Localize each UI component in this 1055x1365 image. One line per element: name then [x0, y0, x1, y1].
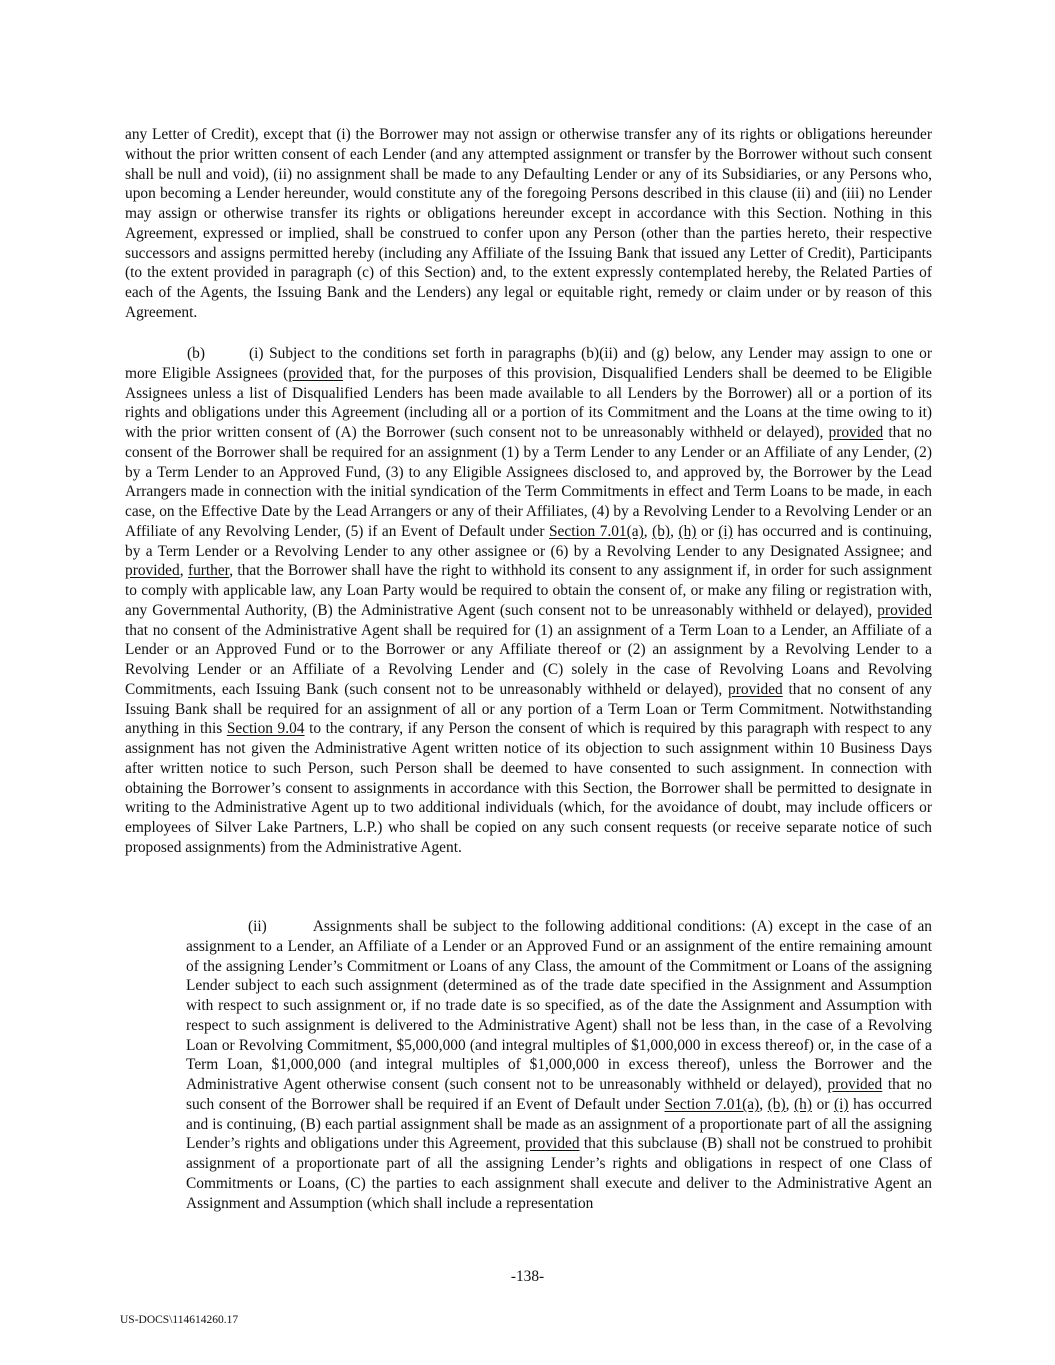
paragraph-label: (b) — [187, 345, 205, 362]
section-reference: (h) — [794, 1095, 812, 1113]
text-run: , — [670, 522, 679, 540]
paragraph-a-continuation — [125, 125, 932, 323]
text-run: that no such consent of the Borrower shall be required if an Event of Default under — [186, 1076, 932, 1113]
text-run: has occurred and is continuing, (B) each partial assignment shall be made as an assignment of a proportionate part of all the assigning Lender’s rights and obligations under this Agreement, — [186, 1095, 932, 1153]
subparagraph-label: (i) — [248, 345, 264, 362]
text-run: that, for the purposes of this provision, Disqualified Lenders shall be deemed to be Eligible Assignees unless a list of Disqualified Lenders has been made available to all Lenders by the Borrower) all or a portion of its rights and obligations under this Agreement (including all or a portion of its Commitment and the Loans at the time owing to it) with the prior written consent of (A) the Borrower (such consent not to be unreasonably withheld or delayed), — [125, 364, 932, 441]
text-run: to the contrary, if any Person the consent of which is required by this paragraph with respect to any assignment has not given the Administrative Agent written notice of its objection to such assignment within 10 Business Days after written notice to such Person, such Person shall be deemed to have consented to such assignment. In connection with obtaining the Borrower’s consent to assignments in accordance with this Section, the Borrower shall be permitted to designate in writing to the Administrative Agent up to two additional individuals (which, for the avoidance of doubt, may include officers or employees of Silver Lake Partners, L.P.) who shall be copied on any such consent requests (or receive separate notice of such proposed assignments) from the Administrative Agent. — [125, 720, 932, 856]
subparagraph-label: (ii) — [248, 918, 267, 935]
text-run: , — [759, 1095, 768, 1113]
page-number: -138- — [510, 1268, 545, 1285]
text-run: or — [696, 522, 719, 540]
section-reference: (i) — [718, 522, 733, 540]
text-run: that no consent of the Borrower shall be required for an assignment (1) by a Term Lender to any Lender or an Affiliate of any Lender, (2) by a Term Lender to an Approved Fund, (3) to any Eligible Assignees disclosed to, and approved by, the Borrower by the Lead Arrangers made in connection with the initial syndication of the Term Commitments in effect and Term Loans to be made, in each case, on the Effective Date by the Lead Arrangers or any of their Affiliates, (4) by a Revolving Lender to a Revolving Lender or an Affiliate of any Revolving Lender, (5) if an Event of Default under — [125, 424, 932, 540]
text-run: , that the Borrower shall have the right to withhold its consent to any assignment if, in order for such assignment to comply with applicable law, any Loan Party would be required to obtain the consent of, or make any filing or registration with, any Governmental Authority, (B) the Administrative Agent (such consent not to be unreasonably withheld or delayed), — [125, 562, 932, 619]
text-run: or — [812, 1095, 834, 1113]
paragraph-b-i — [125, 344, 932, 858]
section-reference: Section 7.01(a) — [549, 522, 644, 540]
document-id: US-DOCS\114614260.17 — [120, 1314, 239, 1326]
underlined-term: provided — [125, 562, 180, 580]
section-reference: (h) — [678, 522, 697, 540]
underlined-term: provided — [828, 424, 884, 441]
underlined-term: provided — [827, 1076, 883, 1093]
text-run: Assignments shall be subject to the following additional conditions: (A) except in the case of an assignment to a Lender, an Affiliate of a Lender or an Approved Fund or an assignment of the entire remaining amount of the assigning Lender’s Commitment or Loans of any Class, the amount of the Commitment or Loans of the assigning Lender subject to each such assignment (determined as of the trade date specified in the Assignment and Assumption with respect to such assignment or, if no trade date is so specified, as of the date the Assignment and Assumption with respect to such assignment is delivered to the Administrative Agent) shall not be less than, in the case of a Revolving Loan or Revolving Commitment, $5,000,000 (and integral multiples of $1,000,000 in excess thereof) or, in the case of a Term Loan, $1,000,000 (and integral multiples of $1,000,000 in excess thereof), unless the Borrower and the Administrative Agent otherwise consent (such consent not to be unreasonably withheld or delayed), — [186, 918, 932, 1093]
paragraph-text: any Letter of Credit), except that (i) the Borrower may not assign or otherwise transfer any of its rights or obligations hereunder without the prior written consent of each Lender (and any attempted assignment or transfer by the Borrower without such consent shall be null and void), (ii) no assignment shall be made to any Defaulting Lender or any of its Subsidiaries, or any Persons who, upon becoming a Lender hereunder, would constitute any of the foregoing Persons described in this clause (ii) and (iii) no Lender may assign or otherwise transfer its rights or obligations hereunder except in accordance with this Section. Nothing in this Agreement, expressed or implied, shall be construed to confer upon any Person (other than the parties hereto, their respective successors and assigns permitted hereby (including any Affiliate of the Issuing Bank that issued any Letter of Credit), Participants (to the extent provided in paragraph (c) of this Section) and, to the extent expressly contemplated hereby, the Related Parties of each of the Agents, the Issuing Bank and the Lenders) any legal or equitable right, remedy or claim under or by reason of this Agreement. — [125, 126, 932, 321]
text-run: that no consent of any Issuing Bank shall be required for an assignment of all or any portion of a Term Loan or Term Commitment. Notwithstanding anything in this — [125, 680, 932, 738]
underlined-term: provided — [524, 1135, 580, 1153]
section-reference: Section 7.01(a) — [664, 1095, 760, 1113]
underlined-term: further — [187, 562, 230, 580]
underlined-term: provided — [728, 680, 783, 698]
text-run: that no consent of the Administrative Agent shall be required for (1) an assignment of a Term Loan to a Lender, an Affiliate of a Lender or an Approved Fund or to the Borrower or any Affiliate thereof or (2) an assignment by a Revolving Lender to a Revolving Lender or an Affiliate of a Revolving Lender and (C) solely in the case of Revolving Loans and Revolving Commitments, each Issuing Bank (such consent not to be unreasonably withheld or delayed), — [125, 621, 932, 698]
text-run: that this subclause (B) shall not be construed to prohibit assignment of a proportionate part of all the assigning Lender’s rights and obligations in respect of one Class of Commitments or Loans, (C) the parties to each assignment shall execute and deliver to the Administrative Agent an Assignment and Assumption (which shall include a representation — [186, 1135, 932, 1212]
section-reference: Section 9.04 — [226, 720, 305, 738]
paragraph-b-ii — [186, 917, 932, 1213]
underlined-term: provided — [288, 364, 343, 382]
section-reference: (b) — [767, 1095, 786, 1113]
section-reference: (i) — [833, 1095, 849, 1113]
text-run: Subject to the conditions set forth in paragraphs (b)(ii) and (g) below, any Lender may assign to one or more Eligible Assignees ( — [125, 345, 932, 382]
underlined-term: provided — [877, 601, 932, 619]
text-run: , — [785, 1095, 795, 1113]
text-run: , — [179, 562, 188, 580]
section-reference: (b) — [652, 522, 671, 540]
text-run: has occurred and is continuing, by a Term Lender or a Revolving Lender to any other assignee or (6) by a Revolving Lender to any Designated Assignee; and — [125, 522, 932, 560]
text-run: , — [643, 522, 653, 540]
